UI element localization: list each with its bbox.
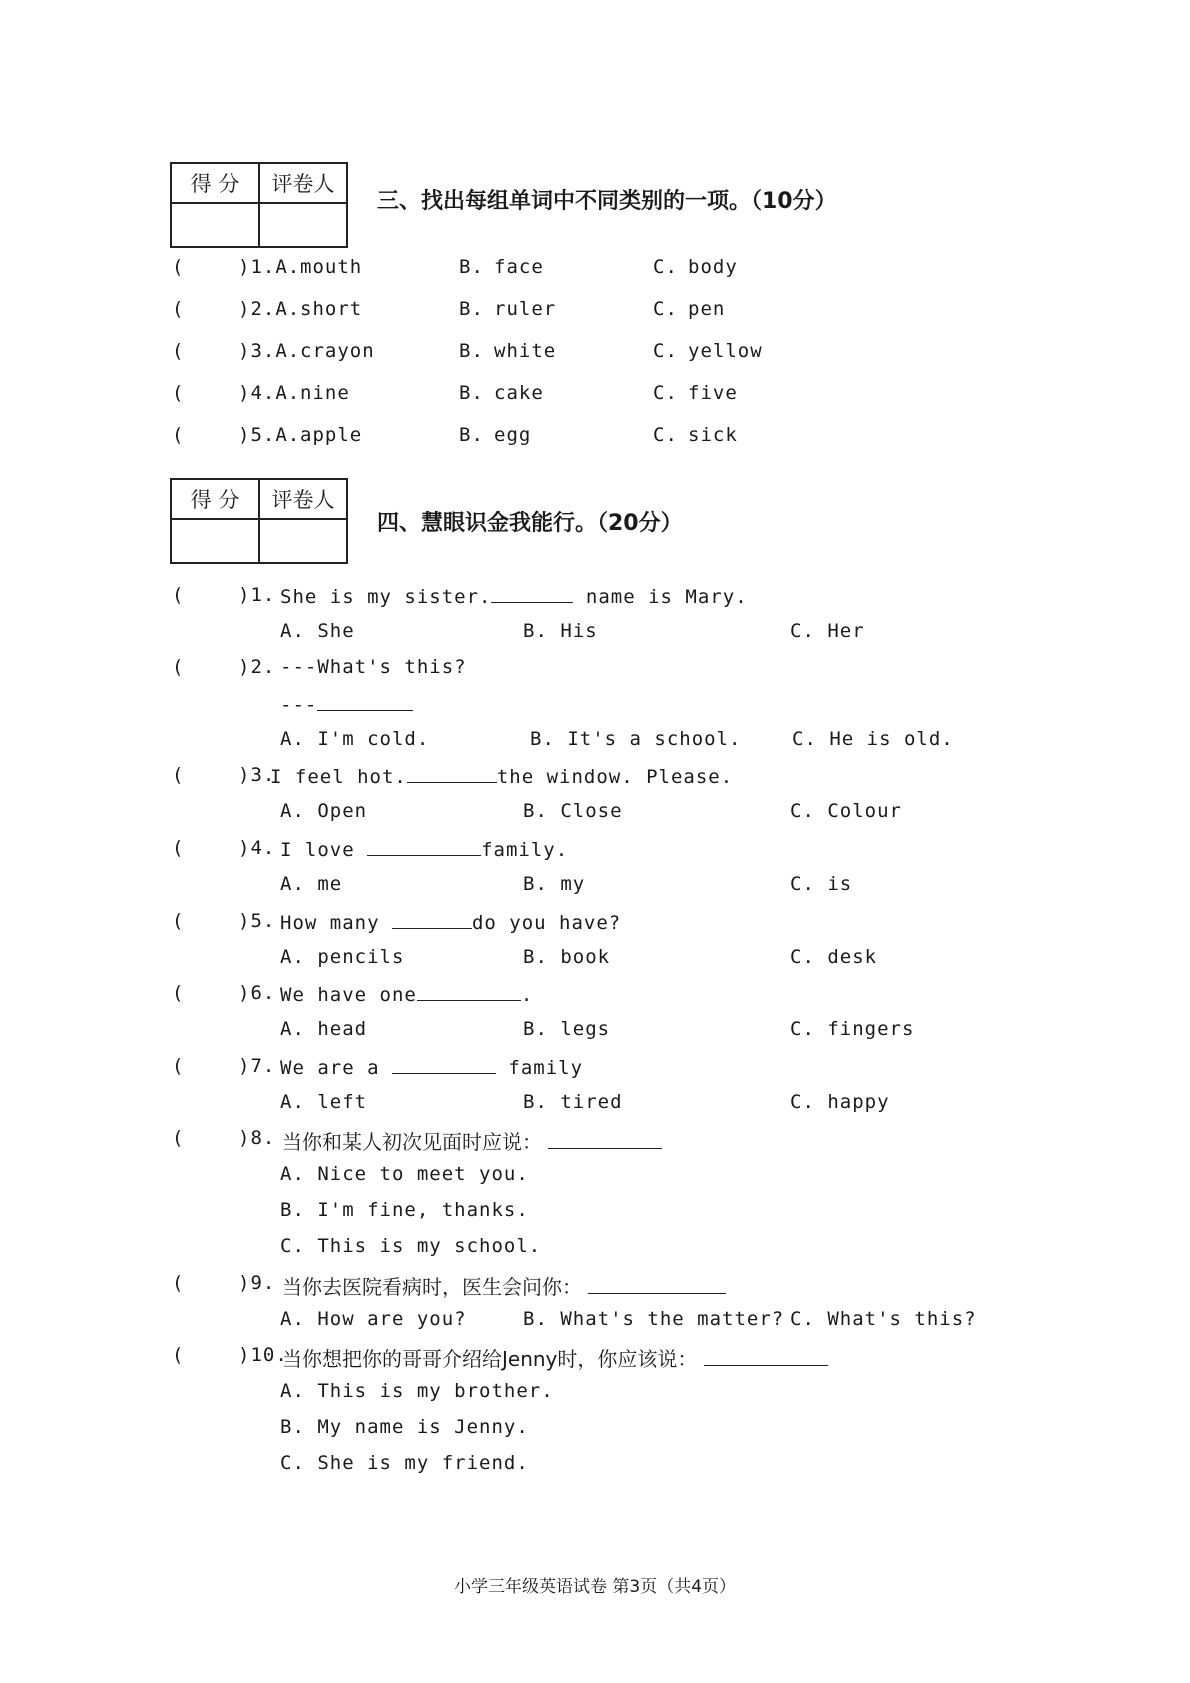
answer-blank[interactable] bbox=[367, 837, 481, 856]
question-number: )9. bbox=[238, 1272, 276, 1294]
option-c: C. Colour bbox=[790, 800, 902, 822]
answer-paren[interactable]: ( bbox=[172, 1272, 185, 1294]
option-b-letter: B. bbox=[459, 382, 484, 404]
question-text: She is my sister. name is Mary. bbox=[280, 586, 748, 608]
answer-blank[interactable] bbox=[588, 1275, 726, 1294]
answer-blank[interactable] bbox=[392, 1055, 496, 1074]
question-number: )8. bbox=[238, 1127, 276, 1149]
option-a: mouth bbox=[300, 256, 363, 278]
option-c-letter: C. bbox=[653, 256, 678, 278]
question-number: )7. bbox=[238, 1055, 276, 1077]
answer-paren[interactable]: ( bbox=[172, 1344, 185, 1366]
answer-blank[interactable] bbox=[392, 910, 472, 929]
answer-paren[interactable]: ( bbox=[172, 424, 185, 446]
answer-blank[interactable] bbox=[548, 1130, 662, 1149]
grader-label: 评卷人 bbox=[259, 479, 347, 519]
option-c: pen bbox=[688, 298, 726, 320]
question-number: )3.A. bbox=[238, 340, 301, 362]
score-box-section3 bbox=[170, 162, 348, 248]
option-a: A. I'm cold. bbox=[280, 728, 430, 750]
option-a: A. Open bbox=[280, 800, 368, 822]
option-a: short bbox=[300, 298, 363, 320]
option-c: C. This is my school. bbox=[280, 1235, 542, 1257]
option-c: C. He is old. bbox=[792, 728, 954, 750]
option-a: A. pencils bbox=[280, 946, 405, 968]
page-footer: 小学三年级英语试卷 第3页（共4页） bbox=[453, 1577, 737, 1597]
section4-title: 四、慧眼识金我能行。（20分） bbox=[377, 511, 683, 536]
option-c: C. What's this? bbox=[790, 1308, 977, 1330]
question-number: )10. bbox=[238, 1344, 288, 1366]
answer-paren[interactable]: ( bbox=[172, 1055, 185, 1077]
option-b: white bbox=[494, 340, 557, 362]
option-c: five bbox=[688, 382, 738, 404]
answer-paren[interactable]: ( bbox=[172, 584, 185, 606]
option-c: C. happy bbox=[790, 1091, 890, 1113]
option-c: body bbox=[688, 256, 738, 278]
question-text: I feel hot. the window. Please. bbox=[270, 766, 734, 788]
answer-paren[interactable]: ( bbox=[172, 298, 185, 320]
score-label: 得 分 bbox=[171, 163, 259, 203]
option-a: nine bbox=[300, 382, 350, 404]
question-text: We have one . bbox=[280, 984, 534, 1006]
option-c-letter: C. bbox=[653, 340, 678, 362]
answer-blank[interactable] bbox=[317, 692, 413, 711]
option-c-letter: C. bbox=[653, 298, 678, 320]
question-number: )5. bbox=[238, 910, 276, 932]
answer-paren[interactable]: ( bbox=[172, 1127, 185, 1149]
answer-paren[interactable]: ( bbox=[172, 256, 185, 278]
question-text: How many do you have? bbox=[280, 912, 622, 934]
answer-paren[interactable]: ( bbox=[172, 837, 185, 859]
answer-paren[interactable]: ( bbox=[172, 910, 185, 932]
reply-line: --- bbox=[280, 692, 413, 716]
option-a: A. head bbox=[280, 1018, 368, 1040]
option-a: A. Nice to meet you. bbox=[280, 1163, 529, 1185]
option-b: face bbox=[494, 256, 544, 278]
question-text: 当你去医院看病时，医生会问你： bbox=[282, 1271, 726, 1300]
option-b: B. book bbox=[523, 946, 611, 968]
score-field[interactable] bbox=[171, 203, 259, 247]
answer-paren[interactable]: ( bbox=[172, 382, 185, 404]
grader-field[interactable] bbox=[259, 519, 347, 563]
answer-blank[interactable] bbox=[704, 1347, 828, 1366]
question-text: I love family. bbox=[280, 839, 569, 861]
option-b: B. my bbox=[523, 873, 586, 895]
question-text: 当你和某人初次见面时应说： bbox=[282, 1126, 662, 1155]
question-number: )2. bbox=[238, 656, 276, 678]
option-c: C. fingers bbox=[790, 1018, 915, 1040]
option-c: sick bbox=[688, 424, 738, 446]
option-b: B. My name is Jenny. bbox=[280, 1416, 529, 1438]
question-number: )1. bbox=[238, 584, 276, 606]
answer-blank[interactable] bbox=[407, 764, 497, 783]
answer-blank[interactable] bbox=[417, 982, 521, 1001]
option-a: A. left bbox=[280, 1091, 368, 1113]
answer-paren[interactable]: ( bbox=[172, 764, 185, 786]
option-b-letter: B. bbox=[459, 424, 484, 446]
question-text: 当你想把你的哥哥介绍给Jenny时，你应该说： bbox=[282, 1343, 828, 1372]
option-b: B. It's a school. bbox=[530, 728, 742, 750]
option-b-letter: B. bbox=[459, 298, 484, 320]
question-text: We are a family bbox=[280, 1057, 584, 1079]
option-b: B. His bbox=[523, 620, 598, 642]
option-a: A. She bbox=[280, 620, 355, 642]
question-number: )4.A. bbox=[238, 382, 301, 404]
question-number: )2.A. bbox=[238, 298, 301, 320]
question-number: )5.A. bbox=[238, 424, 301, 446]
option-c: C. She is my friend. bbox=[280, 1452, 529, 1474]
answer-paren[interactable]: ( bbox=[172, 982, 185, 1004]
score-box-section4 bbox=[170, 478, 348, 564]
question-number: )6. bbox=[238, 982, 276, 1004]
grader-field[interactable] bbox=[259, 203, 347, 247]
option-c: C. Her bbox=[790, 620, 865, 642]
question-number: )3. bbox=[238, 764, 276, 786]
question-number: )4. bbox=[238, 837, 276, 859]
option-a: apple bbox=[300, 424, 363, 446]
option-b-letter: B. bbox=[459, 340, 484, 362]
option-b: B. Close bbox=[523, 800, 623, 822]
option-a: crayon bbox=[300, 340, 375, 362]
option-b: B. legs bbox=[523, 1018, 611, 1040]
score-label: 得 分 bbox=[171, 479, 259, 519]
question-text: ---What's this? bbox=[280, 656, 467, 678]
option-b: ruler bbox=[494, 298, 557, 320]
option-b: B. tired bbox=[523, 1091, 623, 1113]
option-a: A. This is my brother. bbox=[280, 1380, 554, 1402]
answer-paren[interactable]: ( bbox=[172, 340, 185, 362]
option-b: egg bbox=[494, 424, 532, 446]
option-b-letter: B. bbox=[459, 256, 484, 278]
option-c: C. desk bbox=[790, 946, 878, 968]
grader-label: 评卷人 bbox=[259, 163, 347, 203]
option-a: A. me bbox=[280, 873, 343, 895]
answer-blank[interactable] bbox=[491, 584, 573, 603]
option-b: B. I'm fine, thanks. bbox=[280, 1199, 529, 1221]
option-a: A. How are you? bbox=[280, 1308, 467, 1330]
answer-paren[interactable]: ( bbox=[172, 656, 185, 678]
section3-title: 三、找出每组单词中不同类别的一项。（10分） bbox=[377, 189, 837, 214]
score-field[interactable] bbox=[171, 519, 259, 563]
option-c-letter: C. bbox=[653, 382, 678, 404]
option-b: cake bbox=[494, 382, 544, 404]
question-number: )1.A. bbox=[238, 256, 301, 278]
option-b: B. What's the matter? bbox=[523, 1308, 785, 1330]
option-c-letter: C. bbox=[653, 424, 678, 446]
option-c: C. is bbox=[790, 873, 853, 895]
option-c: yellow bbox=[688, 340, 763, 362]
